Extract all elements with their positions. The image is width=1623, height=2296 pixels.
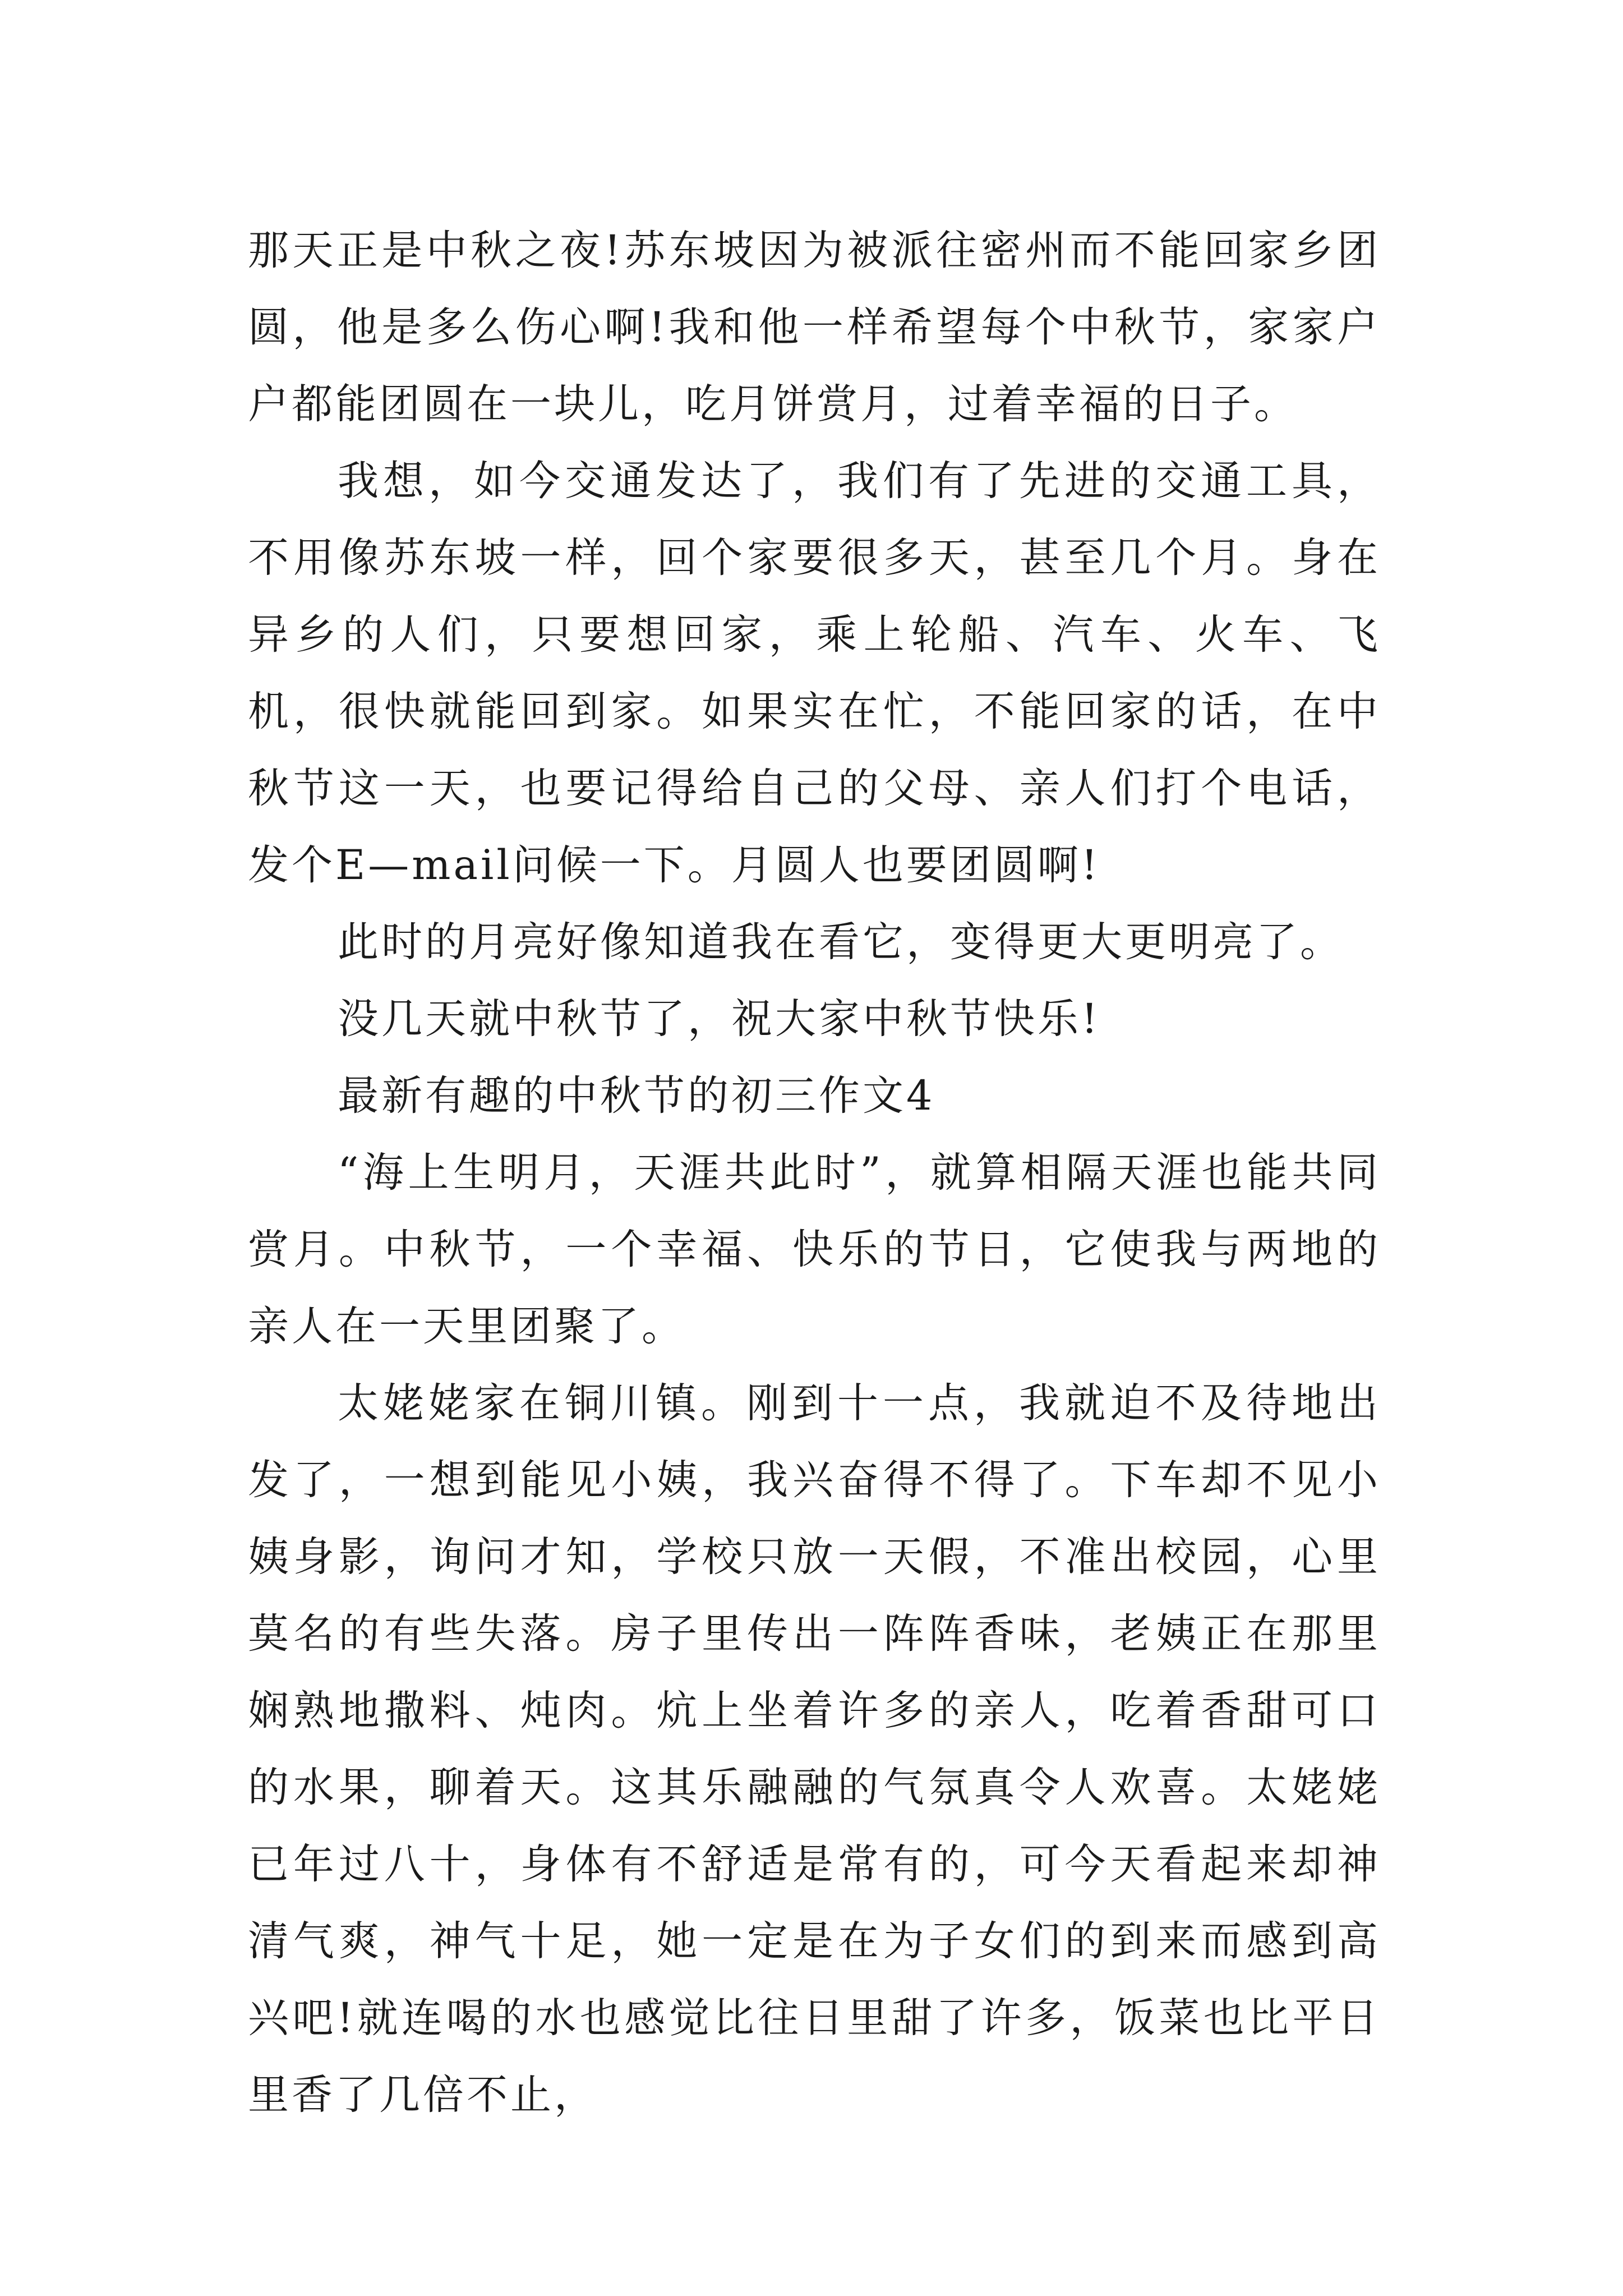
paragraph: 那天正是中秋之夜!苏东坡因为被派往密州而不能回家乡团圆，他是多么伤心啊!我和他一样希望每个中秋节，家家户户都能团圆在一块儿，吃月饼赏月，过着幸福的日子。 [248, 227, 1381, 428]
paragraph: “海上生明月，天涯共此时”，就算相隔天涯也能共同赏月。中秋节，一个幸福、快乐的节日，它使我与两地的亲人在一天里团聚了。 [248, 1149, 1381, 1350]
document-body [248, 212, 1381, 2133]
paragraph: 此时的月亮好像知道我在看它，变得更大更明亮了。 [338, 918, 1344, 966]
paragraph: 没几天就中秋节了，祝大家中秋节快乐! [338, 995, 1101, 1043]
section-heading: 最新有趣的中秋节的初三作文4 [338, 1072, 935, 1120]
paragraph: 太姥姥家在铜川镇。刚到十一点，我就迫不及待地出发了，一想到能见小姨，我兴奋得不得了。下车却不见小姨身影，询问才知，学校只放一天假，不准出校园，心里莫名的有些失落。房子里传出一阵阵香味，老姨正在那里娴熟地撒料、炖肉。炕上坐着许多的亲人，吃着香甜可口的水果，聊着天。这其乐融融的气氛真令人欢喜。太姥姥已年过八十，身体有不舒适是常有的，可今天看起来却神清气爽，神气十足，她一定是在为子女们的到来而感到高兴吧!就连喝的水也感觉比往日里甜了许多，饭菜也比平日里香了几倍不止， [248, 1379, 1381, 2119]
paragraph: 我想，如今交通发达了，我们有了先进的交通工具，不用像苏东坡一样，回个家要很多天，甚至几个月。身在异乡的人们，只要想回家，乘上轮船、汽车、火车、飞机，很快就能回到家。如果实在忙，不能回家的话，在中秋节这一天，也要记得给自己的父母、亲人们打个电话，发个E—mail问候一下。月圆人也要团圆啊! [248, 457, 1381, 889]
